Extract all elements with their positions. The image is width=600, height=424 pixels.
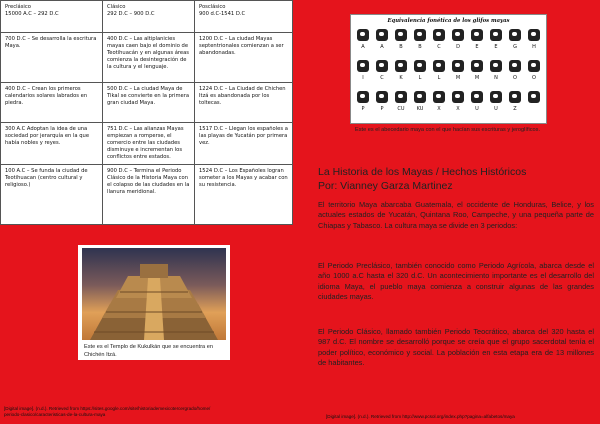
glyph-icon: [376, 91, 388, 103]
glyph-icon: [509, 91, 521, 103]
glyph-icon: [528, 91, 540, 103]
table-row: [1, 123, 293, 165]
glyph-row: [357, 60, 540, 72]
table-row: [1, 165, 293, 225]
citation-left: [Digital image]. (n.d.). Retrieved from https://sites.google.com/site/historiademexicotercergrado/home/ periodo-clasico/caracteristicas-de-la-cultura-maya: [4, 406, 211, 418]
glyph-icon: [471, 91, 483, 103]
glyph-icon: [357, 60, 369, 72]
glyph-icon: [395, 91, 407, 103]
glyph-icon: [376, 60, 388, 72]
table-row: [1, 33, 293, 83]
table-cell: 300 A.C Adoptan la idea de una sociedad por jerarquía en la que había nobles y reyes.: [1, 123, 103, 165]
table-cell: 400 D.C – Las altiplanicies mayas caen bajo el dominio de Teotihuacán y en algunas áreas comienza la desintegración de la cultura y el lenguaje.: [103, 33, 195, 83]
header-cell: Preclásico 15000 A.C – 292 D.C: [1, 1, 103, 33]
article-paragraph: El Periodo Clásico, llamado también Periodo Teocrático, abarca del 320 hasta el 987 d.C. El nombre se desarrolló porque se creía que el grupo sacerdotal tenía el poder político, económico y social. La población en esta etapa era de 13 millones de habitantes.: [318, 327, 594, 368]
glyph-chart-title: Equivalencia fonética de los glifos mayas: [387, 18, 510, 24]
glyph-icon: [357, 91, 369, 103]
glyph-icon: [528, 60, 540, 72]
table-cell: 400 D.C – Crean los primeros calendarios solares labrados en piedra.: [1, 83, 103, 123]
table-cell: 700 D.C – Se desarrolla la escritura Maya.: [1, 33, 103, 83]
glyph-icon: [395, 60, 407, 72]
header-cell: Clásico 292 D.C – 900 D.C: [103, 1, 195, 33]
timeline-table: [0, 0, 293, 225]
photo-caption: Este es el Templo de Kukulkán que se encuentra en Chichén Itzá.: [84, 344, 213, 358]
article-title: La Historia de los Mayas / Hechos Históricos Por: Vianney Garza Martinez: [318, 166, 527, 192]
maya-glyph-chart: [350, 14, 547, 124]
table-cell: 1517 D.C – Llegan los españoles a las playas de Yucatán por primera vez.: [195, 123, 293, 165]
table-row: [1, 83, 293, 123]
table-cell: 500 D.C – La ciudad Maya de Tikal se convierte en la primera gran ciudad Maya.: [103, 83, 195, 123]
glyph-row: [357, 29, 540, 41]
glyph-icon: [471, 29, 483, 41]
table-cell: 1200 D.C – La ciudad Mayas septentrionales comienzan a ser abandonadas.: [195, 33, 293, 83]
glyph-icon: [414, 29, 426, 41]
table-cell: 100 A.C – Se funda la ciudad de Teotihuacan (centro cultural y religioso.): [1, 165, 103, 225]
glyph-icon: [376, 29, 388, 41]
glyph-icon: [471, 60, 483, 72]
glyph-icon: [433, 29, 445, 41]
article-paragraph: El territorio Maya abarcaba Guatemala, el occidente de Honduras, Belice, y los actuales estados de Yucatán, Quintana Roo, Campeche, y una pequeña parte de Chiapas y Tabasco. La cultura maya se divide en 3 periodos:: [318, 200, 594, 230]
glyph-letter-row: I C K L L M M N O O: [362, 75, 536, 81]
table-cell: 1524 D.C – Los Españoles logran someter a los Mayas y acabar con su resistencia.: [195, 165, 293, 225]
glyph-icon: [490, 29, 502, 41]
glyph-letter-row: A A B B C D E E G H: [361, 44, 536, 50]
glyph-icon: [490, 60, 502, 72]
glyph-letter-row: P P CU KU X X U U Z: [361, 106, 517, 112]
glyph-icon: [509, 60, 521, 72]
glyph-icon: [509, 29, 521, 41]
article-paragraph: El Periodo Preclásico, también conocido como Periodo Agrícola, abarca desde el año 1000 a.C hasta el 320 d.C. Un acontecimiento importante es el desarrollo del idioma Maya, el pueblo maya comienza a construir algunas de las grandes ciudades mayas.: [318, 261, 594, 302]
glyph-icon: [414, 91, 426, 103]
glyph-icon: [452, 29, 464, 41]
kukulkan-temple-image: [82, 248, 226, 340]
glyph-icon: [357, 29, 369, 41]
table-cell: 1224 D.C – La Ciudad de Chichen Itzá es abandonada por los toltecas.: [195, 83, 293, 123]
temple-photo-card: [78, 245, 230, 360]
header-cell: Posclásico 900 d.C-1541 D.C: [195, 1, 293, 33]
glyph-icon: [433, 91, 445, 103]
glyph-icon: [414, 60, 426, 72]
citation-right: [Digital image]. (n.d.). Retrieved from http://www.pcsol.org/index.php?pagina=alfabetos/maya: [326, 414, 515, 419]
table-cell: 900 D.C – Termina el Periodo Clásico de la Historia Maya con el colapso de las ciudades en la llanura meridional.: [103, 165, 195, 225]
glyph-icon: [528, 29, 540, 41]
glyph-icon: [433, 60, 445, 72]
timeline-header-row: [1, 1, 293, 33]
glyph-icon: [490, 91, 502, 103]
table-cell: 751 D.C – Las alianzas Mayas empiezan a romperse, el comercio entre las ciudades disminuye e incrementan los conflictos entre estados.: [103, 123, 195, 165]
pyramid-illustration: [82, 248, 226, 340]
glyph-caption: Este es el abecedario maya con el que hacían sus escrituras y jeroglíficos.: [355, 127, 541, 133]
glyph-icon: [395, 29, 407, 41]
glyph-icon: [452, 91, 464, 103]
glyph-row: [357, 91, 540, 103]
glyph-icon: [452, 60, 464, 72]
